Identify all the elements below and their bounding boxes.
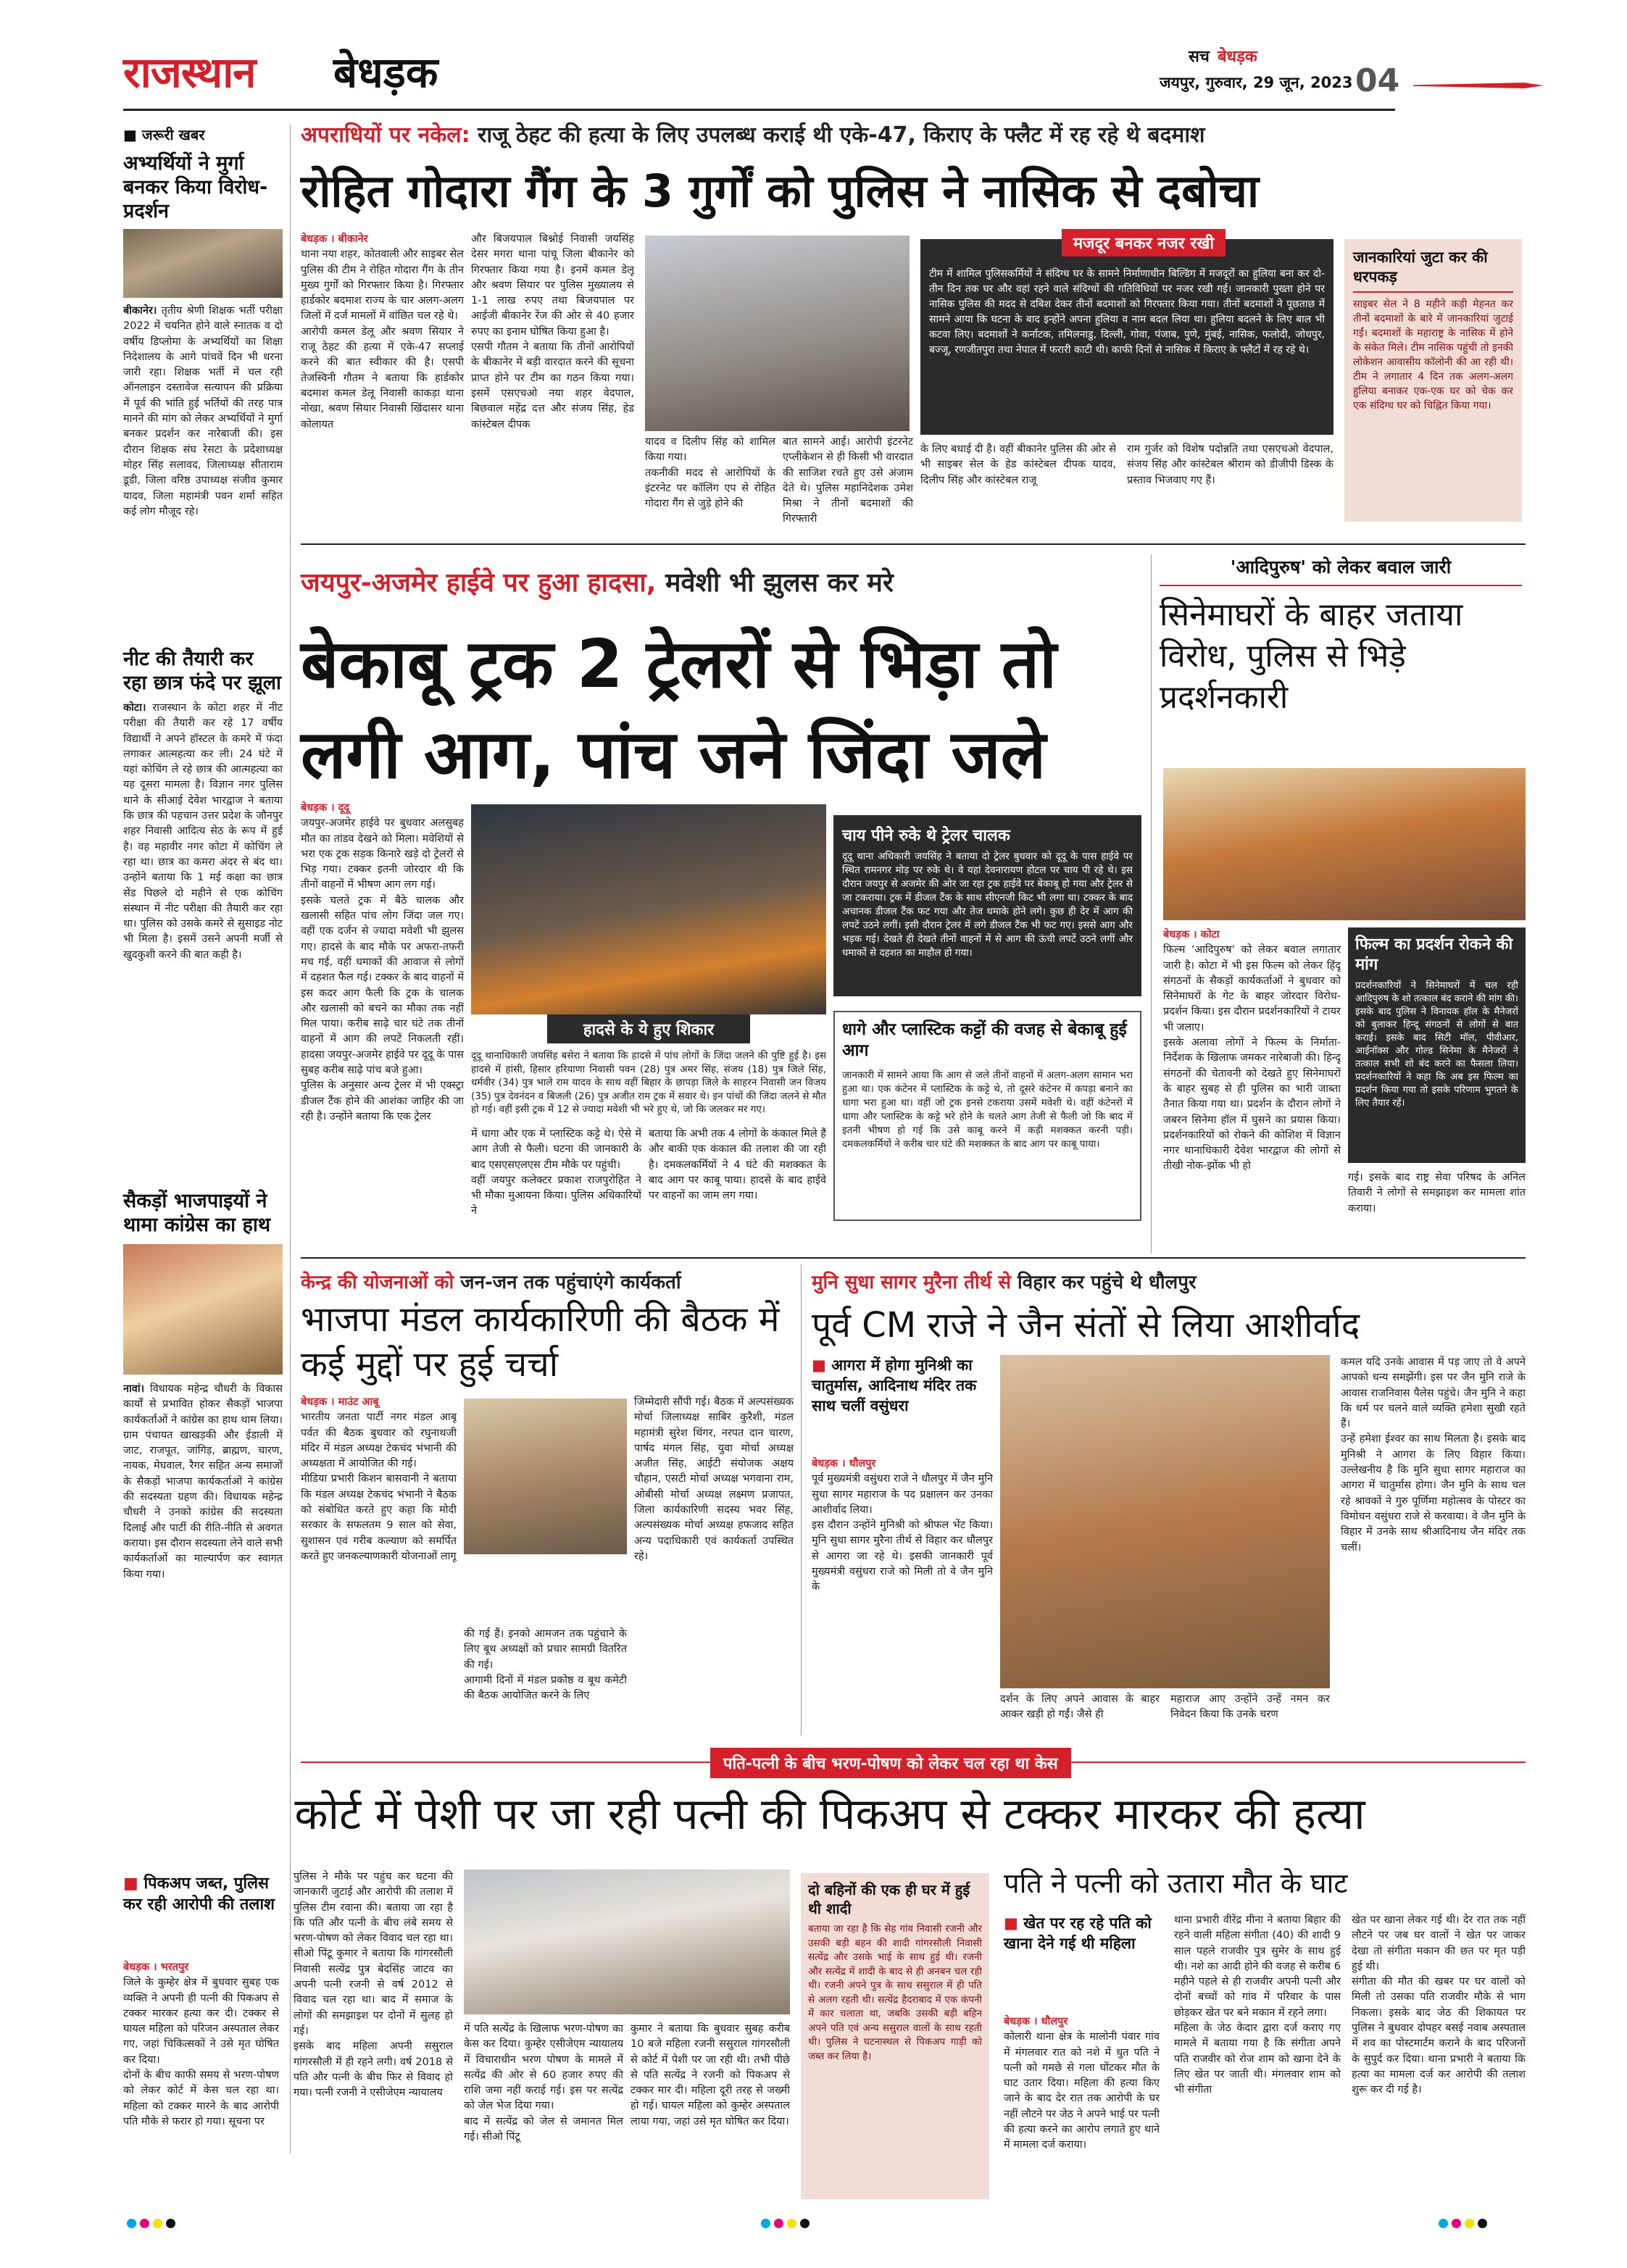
victims-text: दूदू थानाधिकारी जयसिंह बसेरा ने बताया कि हादसे में पांच लोगों के जिंदा जलने की पुष्टि हुई है। इस हादसे में हांसी, हिसार हरियाणा निवासी पवन (28) पुत्र अमर सिंह, संजय (18) पुत्र जिले सिंह, धर्मवीर (34) पुत्र भाले राम यादव के साथ वहीं बिहार के छापड़ा जिले के साहरन निवासी जन विजय (35) पुत्र देवनंदन व बिजली (26) पुत्र अजीत राम ट्रक में सवार थे। इन पांचों की जिंदा जलने से मौत हो गई। वहीं इसी ट्रक में 12 से ज्यादा मवेशी भी भरे हुए थे, जो कि जलकर मर गए। [471, 1050, 826, 1115]
court-col-3: में पति सत्येंद्र के खिलाफ भरण-पोषण का केस कर दिया। कुम्हेर एसीजेएम न्यायालय में विचाराधीन भरण पोषण के मामले में सत्येंद्र की ओर से 60 हजार रुपए की राशि जमा नहीं कराई गई। इस पर सत्येंद्र को जेल भेज दिया गया। बाद में सत्येंद्र को जेल से जमानत मिल गई। सीओ पिंटू [464, 2023, 623, 2143]
court-banner-wrap [301, 1748, 1526, 1777]
raje-col-4: कमल यदि उनके आवास में पड़ जाए तो वे अपने आपको धन्य समझेंगी। इस पर जैन मुनि राजे के आवास राजनिवास पैलेस पहुंचे। जैन मुनि ने कहा कि धर्म पर चलने वाले व्यक्ति हमेशा सुखी रहते हैं। उन्हें हमेशा ईश्वर का साथ मिलता है। इसके बाद मुनिश्री ने आगरा के लिए विहार किया। उल्लेखनीय है कि मुनि सुधा सागर महाराज का आगरा में चातुर्मास होगा। जैन मुनि के साथ चल रहे श्रावकों ने गुरु पूर्णिमा महोत्सव के पोस्टर का विमोचन वसुंधरा राजे से करवाया। वे जैन मुनि के विहार में उनके साथ श्रीआदिनाथ जैन मंदिर तक चलीं। [1341, 1356, 1526, 1554]
disguise-box [920, 235, 1333, 435]
right-sub-head: ■ खेत पर रह रहे पति को खाना देने गई थी महिला [1004, 1914, 1152, 1952]
accident-col-1: बेधड़क । दूदू जयपुर-अजमेर हाईवे पर बुधवार अलसुबह मौत का तांडव देखने को मिला। मवेशियों से भरा एक ट्रक सड़क किनारे खड़े दो ट्रेलरों से भिड़ गया। टक्कर इतनी जोरदार थी कि तीनों वाहनों में भीषण आग लग गई। इसके चलते ट्रक में बैठे चालक और खलासी सहित पांच लोग जिंदा जल गए। वहीं एक दर्जन से ज्यादा मवेशी भी झुलस गए। हादसे के बाद मौके पर अफरा-तफरी मच गई, वहीं धमाकों की आवाज से लोगों में दहशत फैल गई। टक्कर के बाद वाहनों में इस कदर आग फैली कि ट्रक के चालक और खलासी को बचने का मौका तक नहीं मिल पाया। करीब साढ़े चार घंटे तक तीनों वाहनों में आग की लपटें निकलती रहीं। हादसा जयपुर-अजमेर हाईवे पर दूदू के पास सुबह करीब साढ़े पांच बजे हुआ। पुलिस के अनुसार अन्य ट्रेलर में भी एक्स्ट्रा डीजल टैंक होने की आशंका जाहिर की जा रही है। उन्होंने बताया कि एक ट्रेलर [301, 802, 464, 1122]
court-side-head: ■ पिकअप जब्त, पुलिस कर रही आरोपी की तलाश [123, 1875, 275, 1914]
adipurush-headline: सिनेमाघरों के बाहर जताया विरोध, पुलिस से भिड़े प्रदर्शनकारी [1160, 596, 1463, 716]
accident-headline-2: लगी आग, पांच जने जिंदा जले [301, 716, 1046, 793]
page-number: 04 [1355, 62, 1400, 99]
tea-box [833, 815, 1141, 996]
bjp-divider [801, 1264, 802, 1735]
sidebar-headline-1: अभ्यर्थियों ने मुर्गा बनकर किया विरोध-प्रदर्शन [123, 152, 268, 222]
gang-col-1: बेधड़क । बीकानेर थाना नया शहर, कोतवाली और साइबर सेल पुलिस की टीम ने रोहित गोदारा गैंग के तीन मुख्य गुर्गों को गिरफ्तार किया है। गिरफ्तार हार्डकोर बदमाश राज्य के चार अलग-अलग जिलों में दर्ज मामलों में वांछित चल रहे थे। आरोपी कमल डेलू और श्रवण सियार ने राजू ठेहट की हत्या में एके-47 सप्लाई करने की बात स्वीकार की है। एसपी तेजस्विनी गौतम ने बताया कि हार्डकोर बदमाश कमल डेलू निवासी काकड़ा थाना नोखा, श्रवण सियार निवासी खिंदासर थाना कोलायत [301, 233, 464, 430]
court-headline: कोर्ट में पेशी पर जा रही पत्नी की पिकअप से टक्कर मारकर की हत्या [294, 1789, 1365, 1840]
bjp-kicker: केन्द्र की योजनाओं को जन-जन तक पहुंचाएंगे कार्यकर्ता [301, 1272, 681, 1293]
divider-2 [301, 1257, 1526, 1259]
sidebar-story-1: बीकानेर। तृतीय श्रेणी शिक्षक भर्ती परीक्षा 2022 में चयनित होने वाले स्नातक व दो वर्षीय डिप्लोमा के अभ्यर्थियों का शिक्षा निदेशालय के आगे पांचवें दिन भी धरना जारी रहा। शिक्षक भर्ती में चल रही ऑनलाइन दस्तावेज सत्यापन की प्रक्रिया में पूर्व की भांति हुई भर्तियों की तरह पात्र मानने की मांग को लेकर अभ्यर्थियों ने मुर्गा बनकर प्रदर्शन कर नारेबाजी की। इस दौरान शिक्षक संघ रेसटा के प्रदेशाध्यक्ष मोहर सिंह सलावद, जिलाध्यक्ष सीताराम डूडी, जिला वरिष्ठ उपाध्यक्ष संजीव कुमार यादव, जिला महामंत्री पवन शर्मा सहित कई लोग मौजूद रहे। [123, 305, 283, 517]
sidebar-section-label: ■ जरूरी खबर [123, 126, 205, 143]
demand-box-title: फिल्म का प्रदर्शन रोकने की मांग [1355, 935, 1513, 974]
adipurush-col-1: बेधड़क । कोटा फिल्म 'आदिपुरुष' को लेकर बवाल लगातार जारी है। कोटा में भी इस फिल्म को लेकर हिंदू संगठनों के सैकड़ों कार्यकर्ताओं ने बुधवार को सिनेमाघरों के गेट के बाहर जोरदार विरोध-प्रदर्शन किया। इस दौरान प्रदर्शनकारियों ने टायर भी जलाए। इसके अलावा लोगों ने फिल्म के निर्माता-निर्देशक के खिलाफ जमकर नारेबाजी की। हिन्दू संगठनों की चेतावनी को देखते हुए सिनेमाघरों के बाहर सुबह से ही पुलिस का भारी जाब्ता तैनात किया गया था। प्रदर्शन के दौरान लोगों ने जबरन सिनेमा हॉल में घुसने का प्रयास किया। प्रदर्शनकारियों को रोकने की कोशिश में विज्ञान नगर थानाधिकारी देवेश भारद्वाज की लोगों से तीखी नोक-झोंक भी हो [1163, 929, 1341, 1172]
masthead-name-red: राजस्थान [123, 48, 256, 97]
disguise-box-title: मजदूर बनकर नजर रखी [1062, 229, 1226, 257]
gang-col-2: और बिजयपाल बिश्नोई निवासी जयसिंह देसर मगरा थाना पांचू जिला बीकानेर को गिरफ्तार किया गया है। इनमें कमल डेलू और श्रवण सियार पर पुलिस मुख्यालय से 1-1 लाख रुपए तथा बिजयपाल पर आईजी बीकानेर रेंज की ओर से 40 हजार रुपए का इनाम घोषित किया हुआ है। एसपी गौतम ने बताया कि तीनों आरोपियों के बीकानेर में बड़ी वारदात करने की सूचना प्राप्त होने पर टीम का गठन किया गया। इसमें एसएचओ नया शहर वेदपाल, बिछवाल महेंद्र दत्त और संजय सिंह, हेड कांस्टेबल दीपक [471, 233, 634, 430]
sidebar-divider [290, 125, 291, 2154]
sidebar-headline-2: नीट की तैयारी कर रहा छात्र फंदे पर झूला [123, 648, 282, 694]
sisters-title: दो बहिनों की एक ही घर में हुई थी शादी [808, 1881, 970, 1917]
divider-1 [301, 543, 1526, 545]
bjp-col-3: जिम्मेदारी सौंपी गई। बैठक में अल्पसंख्यक मोर्चा जिलाध्यक्ष साबिर कुरैशी, मंडल महामंत्री सुरेश थिंगर, नरपत दान चारण, पार्षद मंगल सिंह, युवा मोर्चा अध्यक्ष अजीत सिंह, आईटी संयोजक अक्षय चौहान, एसटी मोर्चा अध्यक्ष भगवाना राम, ओबीसी मोर्चा अध्यक्ष लक्ष्मण प्रजापत, जिला कार्यकारिणी सदस्य भवर सिंह, अल्पसंख्यक मोर्चा अध्यक्ष हफजाद सहित अन्य पदाधिकारी एवं कार्यकर्ता उपस्थित रहे। [634, 1396, 794, 1562]
court-col-4: कुमार ने बताया कि बुधवार सुबह करीब 10 बजे महिला रजनी ससुराल गांगरसौली से कोर्ट में पेशी पर जा रही थी। तभी पीछे से पति सत्येंद्र ने रजनी को पिकअप से टक्कर मार दी। महिला दूरी तरह से जख्मी हो गई। घायल महिला को कुम्हेर अस्पताल लाया गया, जहां उसे मृत घोषित कर दिया। [631, 2023, 790, 2127]
thread-box-title: धागे और प्लास्टिक कट्टों की वजह से बेकाबू हुई आग [842, 1020, 1133, 1062]
protest-photo [123, 229, 283, 298]
thread-box [833, 1011, 1141, 1221]
tea-box-text: दूदू थाना अधिकारी जयसिंह ने बताया दो ट्रेलर बुधवार को दूदू के पास हाईवे पर स्थित रामनगर मोड़ पर रुके थे। वे यहां देवनारायण होटल पर चाय पी रहे थे। इस दौरान जयपुर से अजमेर की ओर जा रहा ट्रक हाईवे पर बेकाबू हो गया और ट्रेलर से जा टकराया। ट्रक में डीजल टैंक के साथ सीएनजी किट भी लगा था। टक्कर के बाद अचानक डीजल टैंक फट गया और तेज धमाके होने लगे। कुछ ही देर में आग की लपटें उठने लगीं। इसी दौरान ट्रेलर में लगे डीजल टैंक भी फट गए। इससे आग और भड़क गई। देखते ही देखते तीनों वाहनों में से आग की ऊंची लपटें उठने लगीं और धमाकों से दहशत का माहौल हो गया। [842, 851, 1133, 959]
adipurush-tail: गई। इसके बाद राष्ट्र सेवा परिषद के अनिल तिवारी ने लोगों से समझाइश कर मामला शांत कराया। [1348, 1172, 1526, 1214]
disguise-box-text: टीम में शामिल पुलिसकर्मियों ने संदिग्ध घर के सामने निर्माणाधीन बिल्डिंग में मजदूरों का हुलिया बना कर दो-तीन दिन तक घर और वहां रहने वाले संदिग्धों की गतिविधियों पर नजर रखी गई। जानकारी पुख्ता होने पर नासिक पुलिस की मदद से दबिश देकर तीनों बदमाशों को गिरफ्तार किया गया। तीनों बदमाशों ने पूछताछ में सामने आया कि घटना के बाद इन्होंने अपना हुलिया व नाम बदल लिया था। हुलिया बदलने के लिए बाल भी कटवा लिए। बदमाशों ने कर्नाटक, तमिलनाडु, दिल्ली, गोवा, पंजाब, पुणे, मुंबई, नासिक, फलोदी, जोधपुर, बज्जू, रणजीतपुरा तथा नेपाल में फरारी काटी थी। काफी दिनों से नासिक में किराए के फ्लैटों में रह रहे थे। [929, 268, 1325, 356]
right-col-2: थाना प्रभारी वीरेंद्र मीना ने बताया बिहार की रहने वाली महिला संगीता (40) की शादी 9 साल पहले राजवीर पुत्र सुमेर के साथ हुई थी। नशे का आदी होने की वजह से करीब 6 महीने पहले से ही राजवीर अपनी पत्नी और दोनों बच्चों को गांव में परिवार के पास छोड़कर खेत पर बने मकान में रहने लगा। महिला के जेठ केदार द्वारा दर्ज कराए गए मामले में बताया गया है कि संगीता अपने पति राजवीर को रोज शाम को खाना देने के लिए खेत पर जाती थी। मंगलवार शाम को भी संगीता [1174, 1914, 1341, 2096]
victims-title: हादसे के ये हुए शिकार [547, 1014, 750, 1043]
masthead-name-black: बेधड़क [333, 48, 438, 97]
masthead-rule [123, 109, 1395, 111]
court-col-1: बेधड़क । भरतपुर जिले के कुम्हेर क्षेत्र में बुधवार सुबह एक व्यक्ति ने अपनी ही पत्नी की पिकअप से टक्कर मारकर हत्या कर दी। टक्कर से घायल महिला को परिजन अस्पताल लेकर गए, जहां चिकित्सकों ने उसे मृत घोषित कर दिया। दोनों के बीच काफी समय से भरण-पोषण को लेकर कोर्ट में केस चल रहा था। महिला को टक्कर मारने के बाद आरोपी पति मौके से फरार हो गया। सूचना पर [123, 1961, 279, 2127]
bjp-col-2: की गई हैं। इनको आमजन तक पहुंचाने के लिए बूथ अध्यक्षों को प्रचार सामग्री वितरित की गई। आगामी दिनों में मंडल प्रकोष्ठ व बूथ कमेटी की बैठक आयोजित करने के लिए [464, 1628, 627, 1702]
dateline: जयपुर, गुरुवार, 29 जून, 2023 [1160, 74, 1353, 91]
gang-photo-caption: यादव व दिलीप सिंह को शामिल किया गया। तकनीकी मदद से आरोपियों के इंटरनेट पर कॉलिंग एप से रोहित गोदारा गैंग से जुड़े होने की [645, 436, 775, 510]
cinema-protest-photo [1163, 768, 1526, 920]
pen-ornament [1413, 83, 1544, 88]
right-headline: पति ने पत्नी को उतारा मौत के घाट [1004, 1867, 1348, 1899]
accident-col-3: बताया कि अभी तक 4 लोगों के कंकाल मिले हैं और बाकी एक कंकाल की तलाश की जा रही है। दमकलकर्मियों ने 4 घंटे की मशक्कत के बाद आग पर काबू पाया। हादसे के बाद हाईवे पर वाहनों का जाम लग गया। [649, 1128, 826, 1202]
gang-col-3: बात सामने आई। आरोपी इंटरनेट एप्लीकेशन से ही किसी भी वारदात की साजिश रचते हुए उसे अंजाम देते थे। पुलिस महानिदेशक उमेश मिश्रा ने तीनों बदमाशों की गिरफ्तारी [783, 436, 913, 525]
masthead-tag-black: सच [1189, 48, 1210, 66]
demand-box-text: प्रदर्शनकारियों ने सिनेमाघरों में चल रही आदिपुरुष के शो तत्काल बंद कराने की मांग की। इसके बाद पुलिस ने विनायक हॉल के मैनेजरों को बुलाकर हिन्दू संगठनों से लोगों से बात कराई। इसके बाद सिटी मॉल, पीवीआर, आईनॉक्स और गोल्ड सिनेमा के मैनेजरों ने तत्काल सभी शो बंद करने का फैसला लिया। प्रदर्शनकारियों ने कहा कि अब इस फिल्म का प्रदर्शन किया गया तो इसके परिणाम भुगतने के लिए तैयार रहें। [1355, 980, 1518, 1109]
registration-dots-center [761, 2217, 813, 2231]
gang-col-4: के लिए बधाई दी है। वहीं बीकानेर पुलिस की ओर से भी साइबर सेल के हेड कांस्टेबल दीपक यादव, दिलीप सिंह और कांस्टेबल राजू [920, 443, 1116, 486]
bjp-headline: भाजपा मंडल कार्यकारिणी की बैठक में कई मुद्दों पर हुई चर्चा [301, 1299, 780, 1385]
raje-caption-2: महाराज आए उन्होंने उन्हें नमन कर निवेदन किया कि उनके चरण [1170, 1693, 1330, 1721]
raje-photo [1000, 1355, 1330, 1688]
raje-caption-1: दर्शन के लिए अपने आवास के बाहर आकर खड़ी हो गईं। जैसे ही [1000, 1693, 1160, 1721]
rally-photo [123, 1244, 283, 1375]
gang-col-5: राम गुर्जर को विशेष पदोन्नति तथा एसएचओ वेदपाल, संजय सिंह और कांस्टेबल श्रीराम को डीजीपी डिस्क के प्रस्ताव भिजवाए गए हैं। [1127, 443, 1333, 486]
bjp-col-1: बेधड़क । माउंट आबू भारतीय जनता पार्टी नगर मंडल आबू पर्वत की बैठक बुधवार को रघुनाथजी मंदिर में मंडल अध्यक्ष टेकचंद भंभानी की अध्यक्षता में आयोजित की गई। मीडिया प्रभारी किशन बासवानी ने बताया कि मंडल अध्यक्ष टेकचंद भंभानी ने बैठक को संबोधित करते हुए कहा कि मोदी सरकार के सफलतम 9 साल को सेवा, सुशासन एवं गरीब कल्याण को समर्पित करते हुए जनकल्याणकारी योजनाओं लागू [301, 1396, 457, 1562]
sisters-box [801, 1873, 989, 2199]
right-col-1: बेधड़क । धौलपुर कोलारी थाना क्षेत्र के मालोनी पंवार गांव में मंगलवार रात को नशे में धुत पति ने पत्नी को गमछे से गला घोंटकर मौत के घाट उतार दिया। महिला की हत्या किए जाने के बाद देर रात तक आरोपी के घर नहीं लौटने पर जेठ ने अपने भाई पर पत्नी की हत्या करने का आरोप लगाते हुए थाने में मामला दर्ज कराया। [1004, 2016, 1160, 2151]
tea-box-title: चाय पीने रुके थे ट्रेलर चालक [842, 827, 1010, 845]
masthead-tag-red: बेधड़क [1218, 48, 1257, 66]
pickup-photo [464, 1869, 790, 2014]
demand-box [1348, 927, 1526, 1163]
accident-col-2: में धागा और एक में प्लास्टिक कट्टे थे। ऐसे में आग तेजी से फैली। घटना की जानकारी के बाद एसएसएलएस टीम मौके पर पहुंची। वहीं जयपुर कलेक्टर प्रकाश राजपुरोहित ने भी मौका मुआयना किया। पुलिस अधिकारियों ने [471, 1128, 641, 1217]
sisters-text: बताया जा रहा है कि सेह गांव निवासी रजनी और उसकी बड़ी बहन की शादी गांगरसौली निवासी सत्येंद्र और उसके भाई के साथ हुई थी। रजनी और सत्येंद्र में शादी के बाद से ही अनबन चल रही थी। रजनी अपने पुत्र के साथ ससुराल में ही पति से अलग रहती थी। सत्येंद्र हैदराबाद में एक कंपनी में कार चलाता था, जबकि उसकी बड़ी बहिन अपने पति एवं अन्य ससुराल वालों के साथ रहती थी। पुलिस ने घटनास्थल से पिकअप गाड़ी को जब्त कर लिया है। [808, 1923, 982, 2062]
registration-dots-left [127, 2217, 179, 2231]
gang-headline: रोहित गोदारा गैंग के 3 गुर्गों को पुलिस ने नासिक से दबोचा [301, 164, 1260, 217]
registration-dots-right [1439, 2217, 1491, 2231]
court-banner: पति-पत्नी के बीच भरण-पोषण को लेकर चल रहा था केस [710, 1748, 1071, 1778]
accident-kicker: जयपुर-अजमेर हाईवे पर हुआ हादसा, मवेशी भी झुलस कर मरे [301, 568, 894, 598]
court-col-2: पुलिस ने मौके पर पहुंच कर घटना की जानकारी जुटाई और आरोपी की तलाश में पुलिस टीम रवाना की। बताया जा रहा है कि पति और पत्नी के बीच लंबे समय से भरण-पोषण को लेकर विवाद चल रहा था। सीओ पिंटू कुमार ने बताया कि गांगरसौली निवासी सत्येंद्र पुत्र बेदसिंह जाटव का अपनी पत्नी रजनी से वर्ष 2012 से विवाद चल रहा था। बाद में समाज के लोगों की समझाइश पर दोनों में सुलह हो गई। इसके बाद महिला अपनी ससुराल गांगरसौली में ही रहने लगी। वर्ष 2018 से पति और पत्नी के बीच फिर से विवाद हो गया। पत्नी रजनी ने एसीजेएम न्यायालय [294, 1871, 453, 2099]
info-box-text: साइबर सेल ने 8 महीने कड़ी मेहनत कर तीनों बदमाशों के बारे में जानकारियां जुटाई गईं। बदमाशों के महाराष्ट्र के नासिक में होने के संकेत मिले। टीम नासिक पहुंची तो इनकी लोकेशन आवासीय कॉलोनी की आ रही थी। टीम ने लगातार 4 दिन तक अलग-अलग हुलिया बनाकर एक-एक घर को चेक कर एक संदिग्ध घर को चिह्नित किया गया। [1353, 299, 1513, 412]
raje-headline: पूर्व CM राजे ने जैन संतों से लिया आशीर्वाद [812, 1305, 1360, 1346]
raje-kicker: मुनि सुधा सागर मुरैना तीर्थ से विहार कर पहुंचे थे धौलपुर [812, 1272, 1197, 1293]
sidebar-headline-3: सैकड़ों भाजपाइयों ने थामा कांग्रेस का हाथ [123, 1190, 271, 1236]
raje-col-1: बेधड़क । धौलपुर पूर्व मुख्यमंत्री वसुंधरा राजे ने धौलपुर में जैन मुनि सुधा सागर महाराज के पद प्रक्षालन कर उनका आशीर्वाद लिया। इस दौरान उन्होंने मुनिश्री को श्रीफल भेंट किया। मुनि सुधा सागर मुरैना तीर्थ से विहार कर धौलपुर से आगरा जा रहे थे। इसकी जानकारी पूर्व मुख्यमंत्री वसुंधरा राजे को मिली तो वे जैन मुनि के [812, 1458, 993, 1593]
fire-photo [471, 804, 826, 1014]
masthead [123, 42, 1544, 114]
sidebar-story-2: कोटा। राजस्थान के कोटा शहर में नीट परीक्षा की तैयारी कर रहे 17 वर्षीय विद्यार्थी ने अपने हॉस्टल के कमरे में फंदा लगाकर आत्महत्या कर ली। 24 घंटे में यहां कोचिंग ले रहे छात्र की आत्महत्या का यह दूसरा मामला है। विज्ञान नगर पुलिस थाने के सीआई देवेश भारद्वाज ने बताया कि छात्र की पहचान उत्तर प्रदेश के जौनपुर शहर निवासी आदित्य सेठ के रूप में हुई है। वह महावीर नगर कोटा में कोचिंग ले रहा था। छात्र का कमरा अंदर से बंद था। उन्होंने बताया कि 1 मई कक्षा का छात्र सेंड पिछले दो महीने से एक कोचिंग संस्थान में नीट परीक्षा की तैयारी कर रहा था। पुलिस को उसके कमरे से सुसाइड नोट भी मिला है। इसमें उसने अपनी मर्जी से खुदकुशी करने की बात कही है। [123, 702, 283, 961]
adipurush-divider [1151, 554, 1152, 1254]
sidebar-story-3: नावां। विधायक महेन्द्र चौधरी के विकास कार्यों से प्रभावित होकर सैकड़ों भाजपा कार्यकर्ताओं ने कांग्रेस का हाथ थाम लिया। ग्राम पंचायत खाखड़की और ईडाली में जाट, राजपूत, जांगिड़, ब्राह्मण, चारण, नायक, मेघवाल, रैगर सहित अन्य समाजों के सैकड़ों भाजपा कार्यकर्ताओं ने कांग्रेस की सदस्यता ग्रहण की। विधायक महेन्द्र चौधरी ने उनको कांग्रेस की सदस्यता दिलाई और पार्टी की रीति-नीति से अवगत कराया। इस दौरान सदस्यता लेने वाले सभी कार्यकर्ताओं का माल्यार्पण कर स्वागत किया गया। [123, 1383, 283, 1580]
info-box [1344, 239, 1522, 522]
right-col-3: खेत पर खाना लेकर गई थी। देर रात तक नहीं लौटने पर जब घर वालों ने खेत पर जाकर देखा तो संगीता मकान की छत पर मृत पड़ी हुई थी। संगीता की मौत की खबर पर घर वालों को मिली तो उसका पति राजवीर मौके से भाग निकला। इसके बाद जेठ की शिकायत पर पुलिस ने बुधवार दोपहर बसई नवाब अस्पताल में शव का पोस्टमार्टम कराने के बाद परिजनों के सुपुर्द कर दिया। थाना प्रभारी ने बताया कि हत्या का मामला दर्ज कर आरोपी की तलाश शुरू कर दी गई है। [1352, 1914, 1526, 2096]
raje-side-head: ■ आगरा में होगा मुनिश्री का चातुर्मास, आदिनाथ मंदिर तक साथ चलीं वसुंधरा [812, 1356, 977, 1414]
info-box-title: जानकारियां जुटा कर की धरपकड़ [1353, 248, 1513, 293]
bjp-meeting-photo [464, 1398, 627, 1554]
victims-box [471, 1014, 826, 1120]
accident-headline-1: बेकाबू ट्रक 2 ट्रेलरों से भिड़ा तो [301, 625, 1057, 703]
accused-photo [645, 235, 910, 431]
thread-box-text: जानकारी में सामने आया कि आग से जले तीनों वाहनों में अलग-अलग सामान भरा हुआ था। एक कंटेनर में प्लास्टिक के कट्टे थे, तो दूसरे कंटेनर में कपड़ा बनाने का धागा भरा हुआ था। वहीं जो ट्रक इनसे टकराया उसमें मवेशी थे। वहीं कंटेनरों में धागा और प्लास्टिक के कट्टे भरे होने के चलते आग तेजी से फैली जो कि बाद में इतनी भीषण हो गई कि उसे काबू करने में कड़ी मशक्कत करनी पड़ी। दमकलकर्मियों ने करीब चार घंटे की मशक्कत के बाद आग पर काबू पाया। [842, 1070, 1133, 1150]
gang-kicker: अपराधियों पर नकेल: राजू ठेहट की हत्या के लिए उपलब्ध कराई थी एके-47, किराए के फ्लैट में रह रहे थे बदमाश [301, 122, 1205, 148]
adipurush-kicker: 'आदिपुरुष' को लेकर बवाल जारी [1160, 554, 1522, 586]
